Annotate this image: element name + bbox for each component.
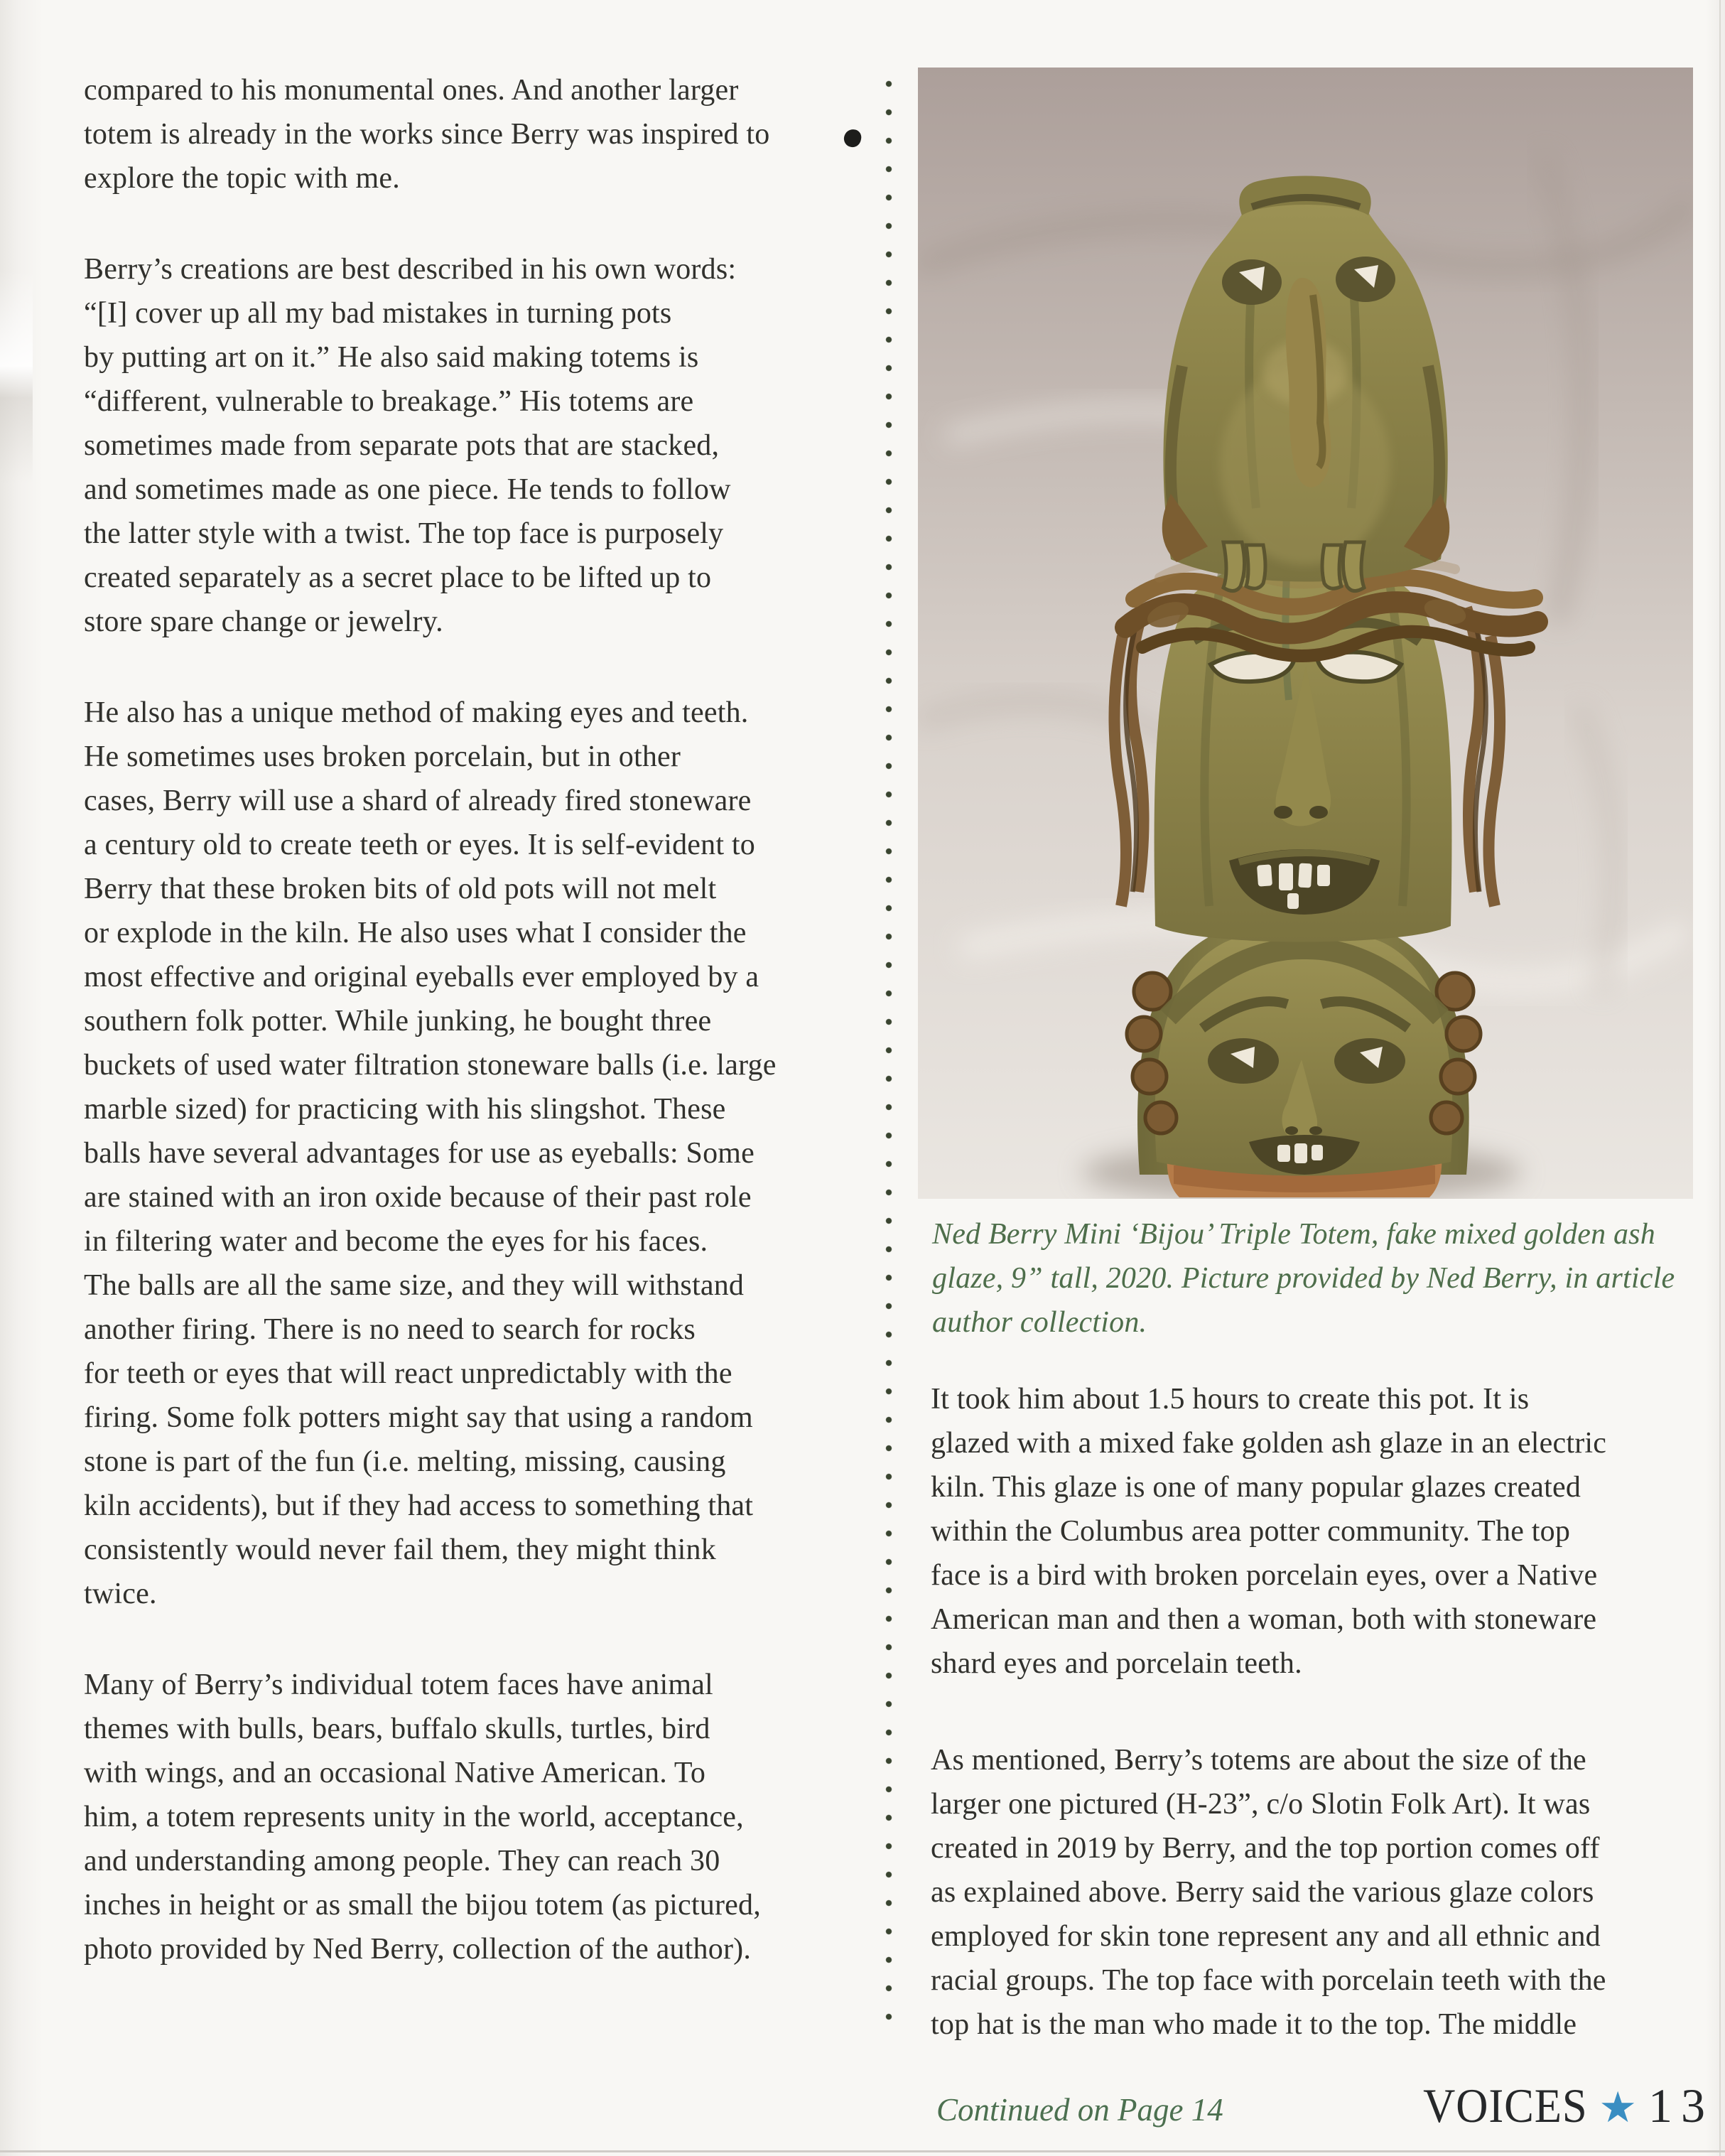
text-line: for teeth or eyes that will react unpredictably with the: [84, 1357, 732, 1390]
body-paragraph: [84, 68, 901, 200]
text-line: created separately as a secret place to be lifted up to: [84, 561, 712, 594]
continued-notice: Continued on Page 14: [936, 2092, 1223, 2128]
body-paragraph: [84, 691, 901, 1616]
text-line: racial groups. The top face with porcelain teeth with the: [931, 1964, 1606, 1997]
text-line: or explode in the kiln. He also uses what I consider the: [84, 917, 747, 949]
text-line: American man and then a woman, both with stoneware: [931, 1603, 1597, 1636]
text-line: kiln. This glaze is one of many popular glazes created: [931, 1471, 1581, 1504]
body-paragraph: [84, 1663, 901, 1971]
text-line: store spare change or jewelry.: [84, 605, 443, 638]
footer-brand: [1409, 2078, 1714, 2134]
text-line: larger one pictured (H-23”, c/o Slotin Folk Art). It was: [931, 1788, 1591, 1821]
text-line: cases, Berry will use a shard of already fired stoneware: [84, 785, 752, 817]
text-line: are stained with an iron oxide because of their past role: [84, 1181, 752, 1214]
text-line: It took him about 1.5 hours to create this pot. It is: [931, 1383, 1530, 1416]
text-line: He sometimes uses broken porcelain, but in other: [84, 740, 681, 773]
body-paragraph: [84, 247, 901, 644]
page-number: 13: [1648, 2079, 1714, 2133]
body-paragraph: [931, 1738, 1725, 2047]
text-line: “[I] cover up all my bad mistakes in turning pots: [84, 297, 672, 330]
text-line: Berry’s creations are best described in his own words:: [84, 253, 737, 286]
text-line: twice.: [84, 1578, 157, 1610]
text-line: most effective and original eyeballs ever employed by a: [84, 961, 759, 993]
column-divider-dotted-line: [885, 70, 892, 2037]
text-line: with wings, and an occasional Native American. To: [84, 1757, 706, 1789]
paper-crease: [0, 270, 33, 483]
text-line: consistently would never fail them, they might think: [84, 1534, 716, 1566]
left-column: [84, 68, 901, 1971]
text-line: balls have several advantages for use as eyeballs: Some: [84, 1137, 755, 1170]
text-line: face is a bird with broken porcelain eyes, over a Native: [931, 1559, 1598, 1592]
totem-photo: [918, 68, 1693, 1199]
text-line: inches in height or as small the bijou totem (as pictured,: [84, 1889, 761, 1921]
text-line: buckets of used water filtration stoneware balls (i.e. large: [84, 1049, 777, 1082]
text-line: As mentioned, Berry’s totems are about the size of the: [931, 1744, 1586, 1777]
text-line: and sometimes made as one piece. He tends to follow: [84, 473, 731, 506]
text-line: top hat is the man who made it to the top. The middle: [931, 2008, 1577, 2041]
text-line: in filtering water and become the eyes for his faces.: [84, 1225, 708, 1258]
text-line: the latter style with a twist. The top face is purposely: [84, 517, 724, 550]
text-line: themes with bulls, bears, buffalo skulls, turtles, bird: [84, 1713, 710, 1745]
text-line: The balls are all the same size, and they will withstand: [84, 1269, 745, 1302]
text-line: Many of Berry’s individual totem faces have animal: [84, 1669, 713, 1701]
text-line: by putting art on it.” He also said making totems is: [84, 341, 699, 374]
text-line: stone is part of the fun (i.e. melting, missing, causing: [84, 1445, 726, 1478]
text-line: created in 2019 by Berry, and the top portion comes off: [931, 1832, 1600, 1865]
star-icon: ★: [1599, 2084, 1637, 2131]
text-line: glaze, 9” tall, 2020. Picture provided by Ned Berry, in article: [932, 1262, 1675, 1295]
text-line: and understanding among people. They can reach 30: [84, 1845, 720, 1877]
text-line: glazed with a mixed fake golden ash glaze in an electric: [931, 1427, 1607, 1460]
text-line: He also has a unique method of making eyes and teeth.: [84, 696, 749, 729]
text-line: totem is already in the works since Berry was inspired to: [84, 118, 770, 151]
text-line: employed for skin tone represent any and all ethnic and: [931, 1920, 1601, 1953]
magazine-title: VOICES: [1422, 2079, 1588, 2133]
text-line: marble sized) for practicing with his slingshot. These: [84, 1093, 726, 1126]
text-line: him, a totem represents unity in the world, acceptance,: [84, 1801, 744, 1833]
text-line: southern folk potter. While junking, he bought three: [84, 1005, 712, 1037]
body-paragraph: [931, 1377, 1725, 1686]
photo-caption: [932, 1212, 1721, 1344]
text-line: firing. Some folk potters might say that using a random: [84, 1401, 753, 1434]
text-line: compared to his monumental ones. And another larger: [84, 74, 739, 107]
text-line: kiln accidents), but if they had access to something that: [84, 1489, 754, 1522]
text-line: “different, vulnerable to breakage.” His totems are: [84, 385, 694, 418]
text-line: sometimes made from separate pots that are stacked,: [84, 429, 720, 462]
text-line: within the Columbus area potter community. The top: [931, 1515, 1571, 1548]
text-line: explore the topic with me.: [84, 162, 400, 195]
totem-photo-illustration: [918, 68, 1693, 1199]
text-line: as explained above. Berry said the various glaze colors: [931, 1876, 1594, 1909]
text-line: author collection.: [932, 1306, 1147, 1339]
text-line: shard eyes and porcelain teeth.: [931, 1647, 1302, 1680]
text-line: Ned Berry Mini ‘Bijou’ Triple Totem, fake mixed golden ash: [932, 1218, 1655, 1251]
text-line: Berry that these broken bits of old pots will not melt: [84, 873, 717, 905]
text-line: another firing. There is no need to search for rocks: [84, 1313, 696, 1346]
text-line: a century old to create teeth or eyes. It is self-evident to: [84, 829, 755, 861]
text-line: photo provided by Ned Berry, collection of the author).: [84, 1933, 752, 1966]
